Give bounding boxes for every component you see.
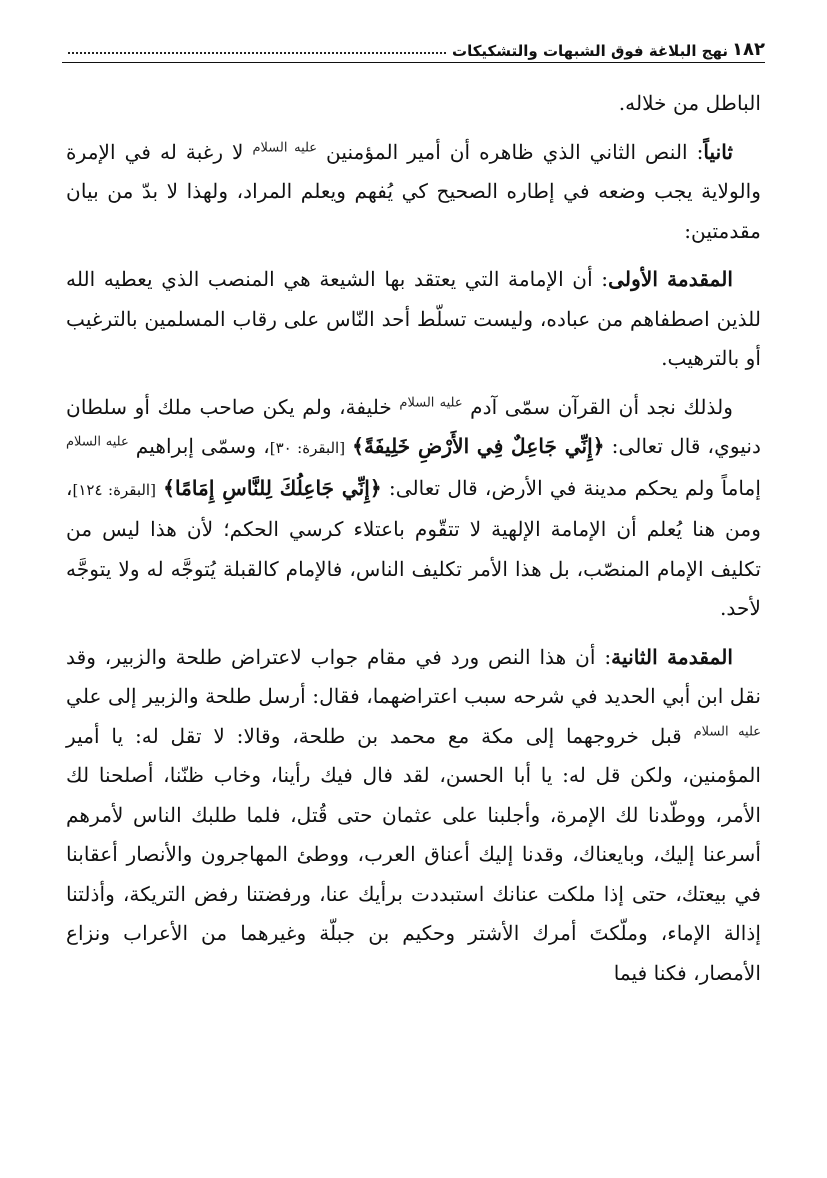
paragraph-text: ، ومن هنا يُعلم أن الإمامة الإلهية لا تتقّوم باعتلاء كرسي الحكم؛ لأن هذا ليس من تكليف الإمام المنصّب، بل هذا الأمر تكليف الناس، فالإمام كالقبلة يُتوجَّه له ولا يتوجَّه لأحد. (66, 475, 761, 620)
page-header (62, 30, 765, 60)
honorific-symbol: عليه السلام (399, 394, 463, 410)
paragraph-text: الباطل من خلاله. (618, 91, 761, 115)
quran-brace-open: ﴿ (369, 475, 382, 500)
section-label-second-premise: المقدمة الثانية (611, 644, 733, 669)
paragraph-text: ولذلك نجد أن القرآن سمّى آدم (470, 394, 734, 419)
page-number: ١٨٢ (732, 39, 765, 60)
honorific-symbol: عليه السلام (252, 139, 318, 155)
quran-brace-close: ﴾ (163, 475, 175, 500)
quran-brace-open: ﴿ (592, 434, 605, 458)
paragraph-2 (66, 133, 761, 252)
section-label-first-premise: المقدمة الأولى (608, 267, 733, 291)
running-title: نهج البلاغة فوق الشبهات والتشكيكات (452, 42, 729, 60)
paragraph-text: ، وسمّى إبراهيم (135, 434, 270, 458)
quran-brace-close: ﴾ (352, 434, 364, 458)
header-dot-leader (68, 51, 446, 54)
section-label-thaniyan: ثانياً (703, 139, 734, 164)
honorific-symbol: عليه السلام (66, 434, 129, 450)
paragraph-4 (66, 388, 761, 629)
verse-reference-2: [البقرة: ١٢٤] (72, 480, 156, 499)
quran-verse-1: إِنِّي جَاعِلٌ فِي الأَرْضِ خَلِيفَةً (363, 434, 593, 458)
paragraph-text: : أن الإمامة التي يعتقد بها الشيعة هي المنصب الذي يعطيه الله للذين اصطفاهم من عباده، وليست تسلّط أحد النّاس على رقاب المسلمين بالترغيب أو بالترهيب. (66, 267, 761, 370)
paragraph-text: إماماً ولم يحكم مدينة في الأرض، قال تعالى: (388, 475, 761, 500)
paragraph-1 (66, 84, 761, 124)
paragraph-3 (66, 260, 761, 379)
paragraph-text: قبل خروجهما إلى مكة مع محمد بن طلحة، وقالا: لا تقل له: يا أمير المؤمنين، ولكن قل له: يا أبا الحسن، لقد فال فيك رأينا، وخاب ظنّنا، أصلحنا لك الأمر، ووطّدنا لك الإمرة، وأجلبنا على عثمان حتى قُتل، فلما طلبك الناس لأمرهم أسرعنا إليك، وبايعناك، وقدنا إليك أعناق العرب، ووطئ المهاجرون والأنصار أعقابنا في بيعتك، حتى إذا ملكت عنانك استبددت برأيك عنا، ورفضتنا رفض التريكة، وأذلتنا إذالة الإماء، وملّكتَ أمرك الأشتر وحكيم بن جبلّة وغيرهما من الأعراب ونزاع الأمصار، فكنا فيما (66, 723, 761, 985)
paragraph-text: : أن هذا النص ورد في مقام جواب لاعتراض طلحة والزبير، وقد نقل ابن أبي الحديد في شرحه سبب اعتراضهما، فقال: أرسل طلحة والزبير إلى علي (66, 644, 761, 708)
honorific-symbol: عليه السلام (693, 723, 762, 739)
page-body (66, 84, 761, 1002)
paragraph-text: خليفة، ولم يكن صاحب ملك أو سلطان دنيوي، قال تعالى: (66, 394, 762, 458)
paragraph-text: لا رغبة له في الإمرة والولاية يجب وضعه في إطاره الصحيح كي يُفهم ويعلم المراد، ولهذا لا بدّ من بيان مقدمتين: (66, 139, 761, 243)
header-rule (62, 62, 765, 63)
paragraph-5 (66, 638, 761, 994)
paragraph-text: : النص الثاني الذي ظاهره أن أمير المؤمنين (326, 139, 704, 164)
quran-verse-2: إِنِّي جَاعِلُكَ لِلنَّاسِ إِمَامًا (174, 475, 370, 500)
verse-reference-1: [البقرة: ٣٠] (269, 439, 346, 457)
